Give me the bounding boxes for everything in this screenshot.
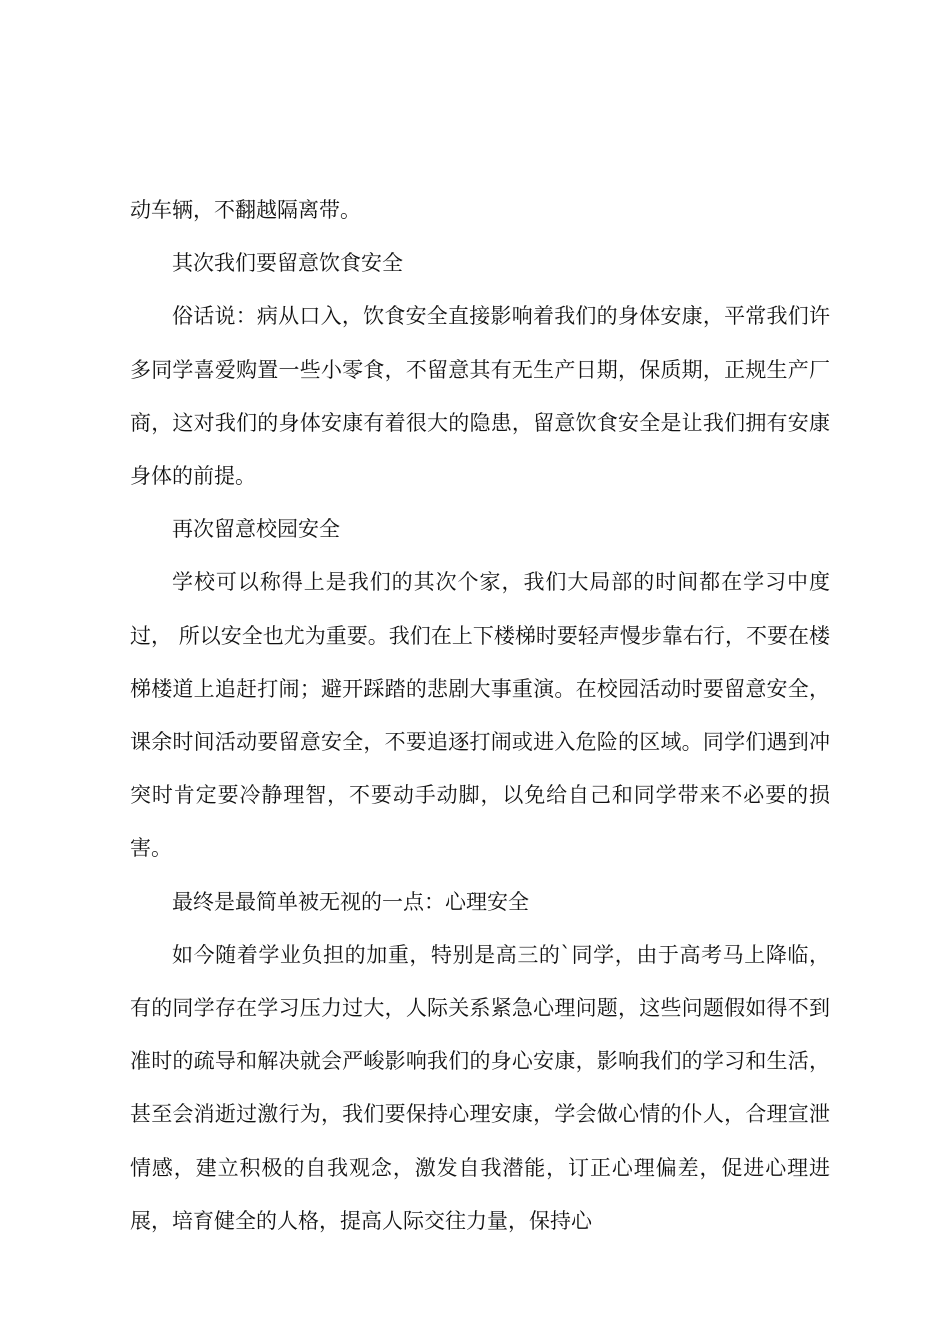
section-heading-food-safety: 其次我们要留意饮食安全 [172,251,403,276]
paragraph-food-safety: 俗话说：病从口入，饮食安全直接影响着我们的身体安康，平常我们许多同学喜爱购置一些小零食，不留意其有无生产日期，保质期，正规生产厂商，这对我们的身体安康有着很大的隐患，留意饮食安全是让我们拥有安康身体的前提。 [130,304,830,489]
paragraph-continuation: 动车辆，不翻越隔离带。 [130,198,361,222]
document-body [130,184,830,1248]
paragraph-mental-safety: 如今随着学业负担的加重，特别是高三的`同学，由于高考马上降临，有的同学存在学习压力过大，人际关系紧急心理问题，这些问题假如得不到准时的疏导和解决就会严峻影响我们的身心安康，影响我们的学习和生活，甚至会消逝过激行为，我们要保持心理安康，学会做心情的仆人，合理宣泄情感，建立积极的自我观念，激发自我潜能，订正心理偏差，促进心理进展，培育健全的人格，提高人际交往力量，保持心 [130,942,830,1233]
paragraph-campus-safety: 学校可以称得上是我们的其次个家，我们大局部的时间都在学习中度过， 所以安全也尤为重要。我们在上下楼梯时要轻声慢步靠右行，不要在楼梯楼道上追赶打闹；避开踩踏的悲剧大事重演。在校园活动时要留意安全，课余时间活动要留意安全，不要追逐打闹或进入危险的区域。同学们遇到冲突时肯定要冷静理智，不要动手动脚，以免给自己和同学带来不必要的损害。 [130,570,830,861]
section-heading-mental-safety: 最终是最简单被无视的一点：心理安全 [172,889,529,914]
section-heading-campus-safety: 再次留意校园安全 [172,517,340,542]
